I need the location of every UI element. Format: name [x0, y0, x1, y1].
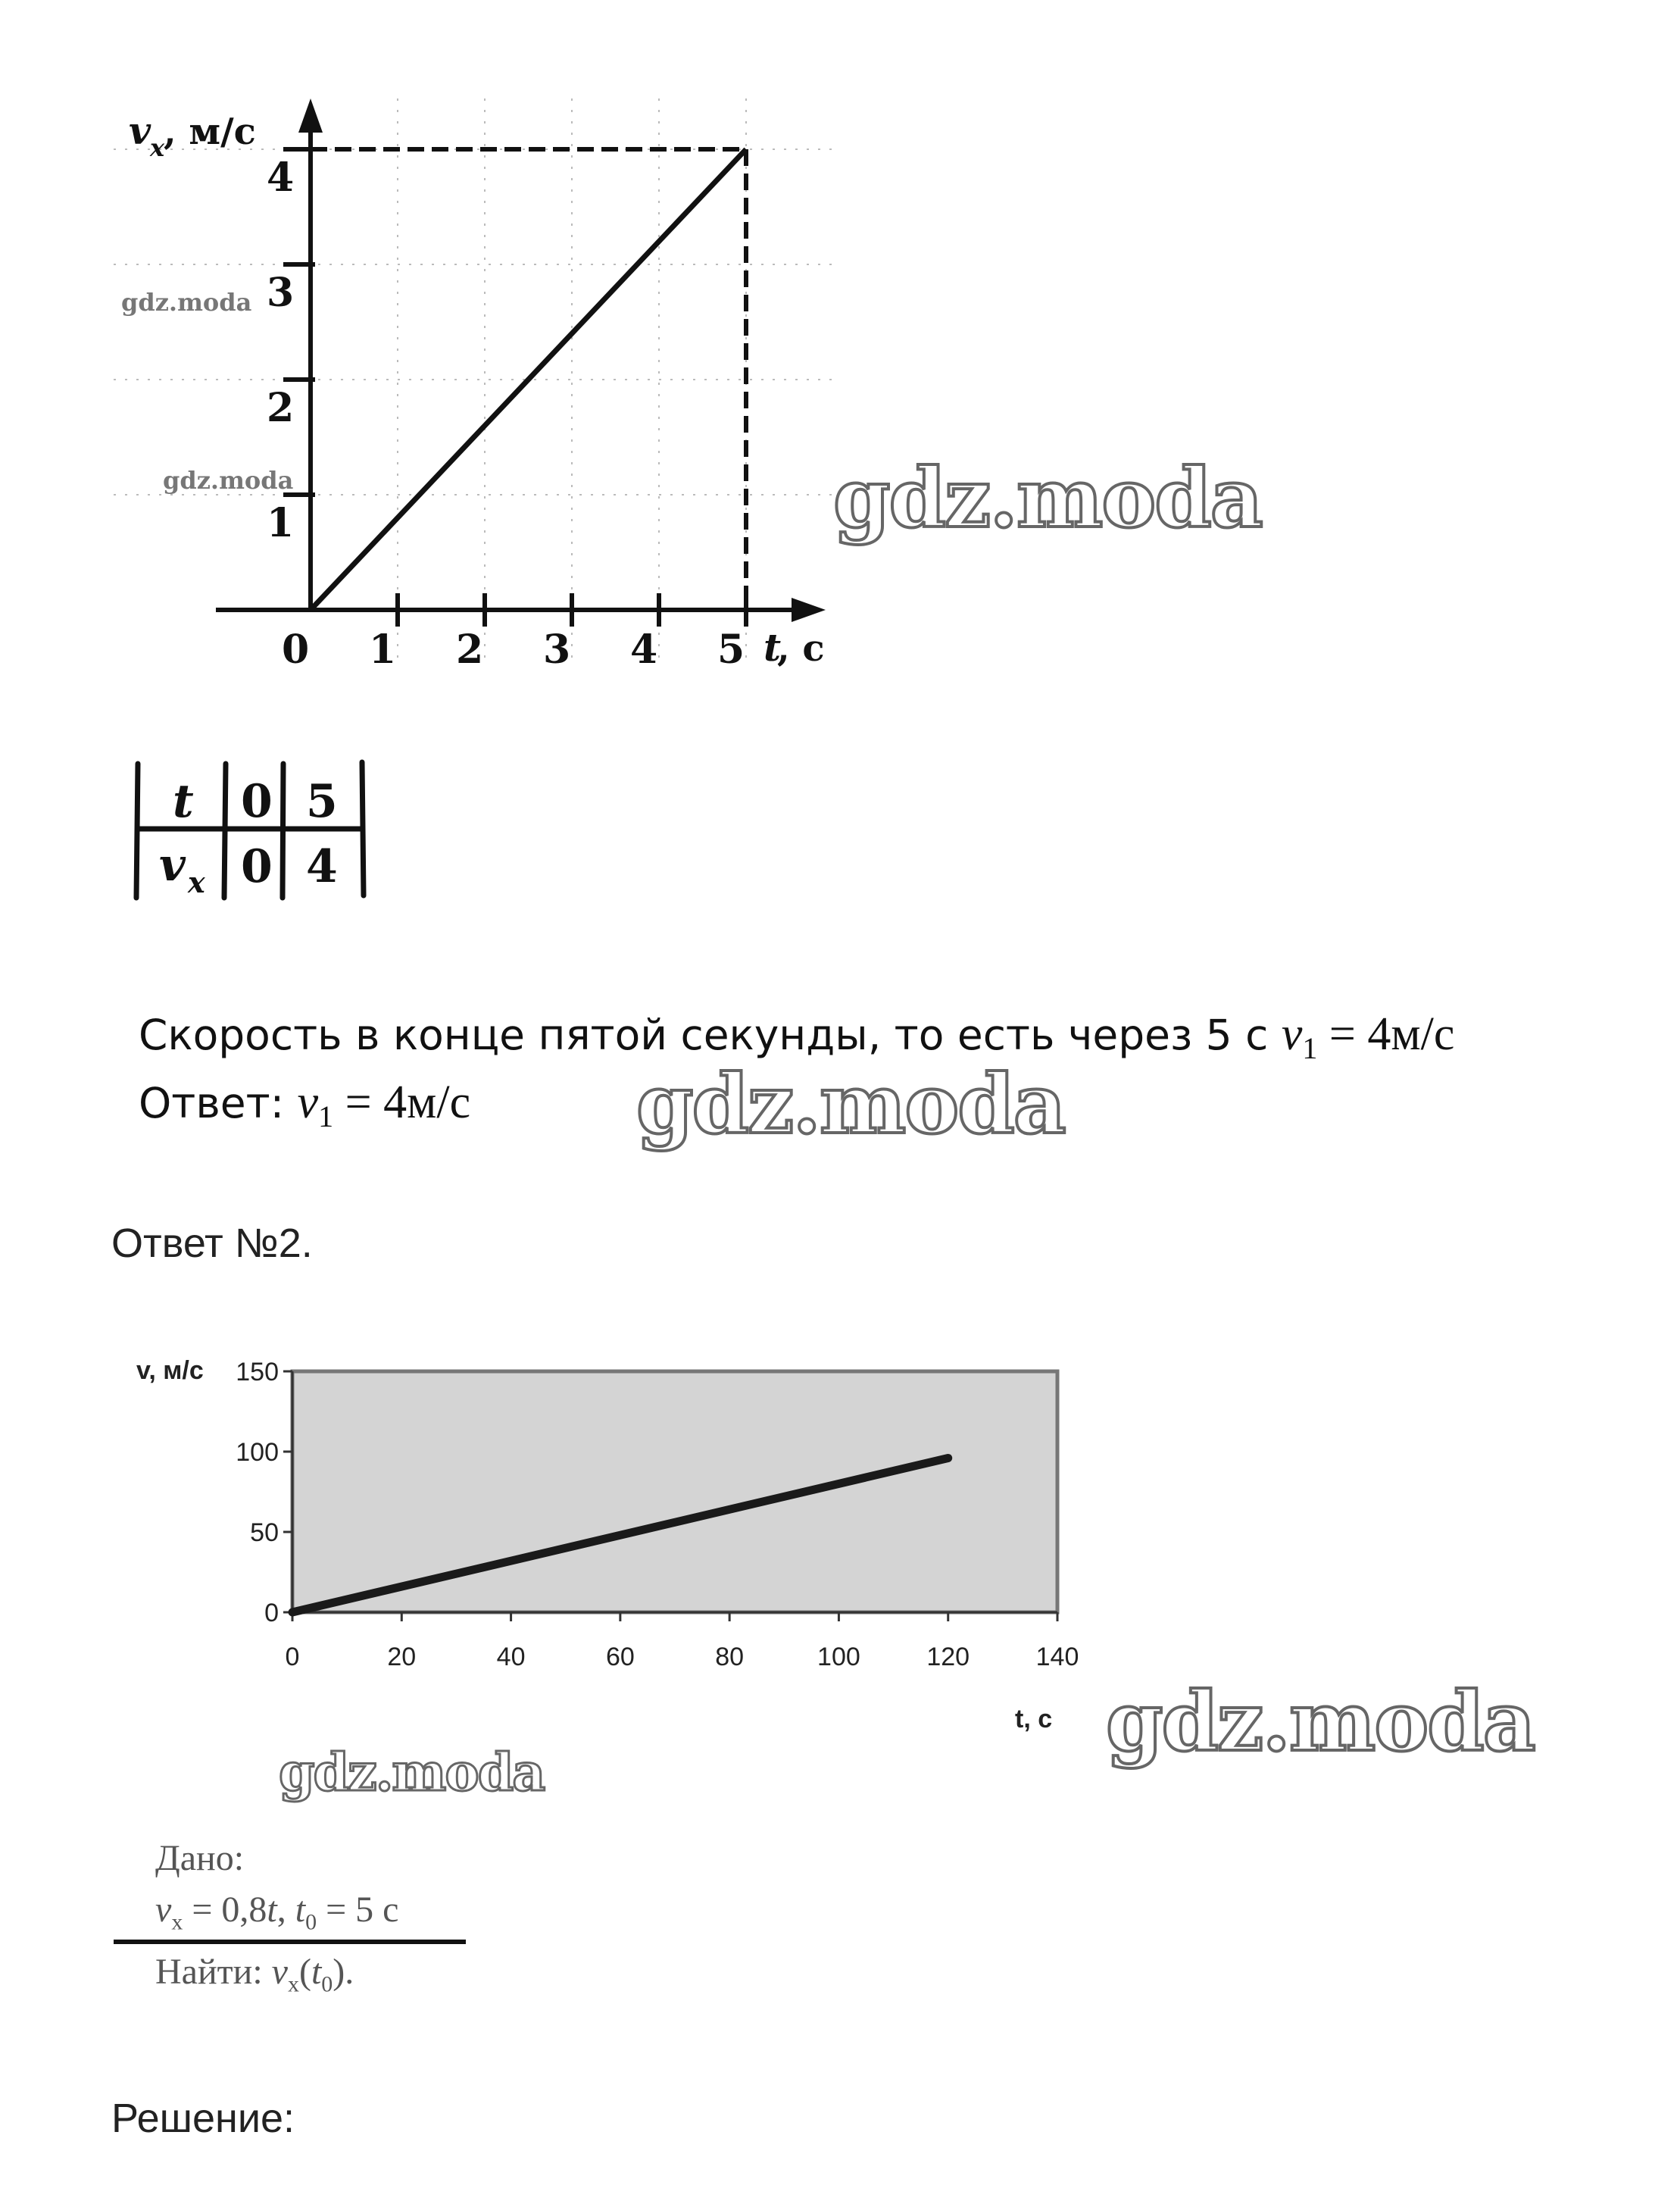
chart2-x-tick-label: 0: [285, 1643, 300, 1671]
table-row2-value-1: 0: [241, 840, 273, 893]
given-t0-value: = 5 с: [317, 1890, 399, 1930]
watermark-large-3: gdz.moda: [1106, 1674, 1535, 1770]
find-v: v: [271, 1952, 288, 1992]
velocity-chart-2: [129, 1349, 1113, 1758]
chart1-x-tick-label: 0: [282, 627, 310, 673]
answer-label: Ответ:: [139, 1079, 298, 1127]
watermark-small-1: gdz.moda: [121, 288, 252, 317]
chart2-x-tick-label: 60: [605, 1643, 635, 1671]
chart1-x-tick-label: 3: [543, 627, 571, 673]
chart2-y-tick-label: 0: [264, 1599, 279, 1627]
chart2-x-tick-label: 80: [715, 1643, 745, 1671]
table-row2-head-main: v: [159, 839, 186, 892]
table-row1-value-1: 0: [241, 775, 273, 828]
find-close: ).: [333, 1952, 354, 1992]
chart2-plot-area: [292, 1371, 1057, 1612]
chart1-xlabel-unit: , с: [777, 627, 825, 670]
chart1-x-tick-label: 2: [456, 627, 484, 673]
chart2-x-tick-label: 100: [817, 1643, 860, 1671]
given-find: [155, 1951, 354, 1998]
chart1-axes: [216, 98, 826, 622]
chart2-x-tick-label: 40: [496, 1643, 526, 1671]
given-coef: = 0,8: [183, 1890, 267, 1930]
chart2-ylabel: v, м/с: [136, 1356, 204, 1385]
speed-statement-text: Скорость в конце пятой секунды, то есть через 5 с: [139, 1011, 1282, 1059]
values-table: [129, 758, 379, 909]
given-comma: ,: [276, 1890, 295, 1930]
given-t0: t: [295, 1890, 306, 1930]
watermark-medium: gdz.moda: [279, 1743, 545, 1803]
chart1-y-arrow: [298, 98, 323, 133]
given-title: Дано:: [155, 1838, 245, 1878]
velocity-chart-1: [106, 83, 848, 689]
chart2-y-tick-label: 100: [236, 1438, 279, 1467]
find-label: Найти:: [155, 1952, 272, 1992]
answer-formula-sub: 1: [318, 1099, 334, 1133]
table-row1-value-2: 5: [306, 775, 338, 828]
given-v-sub: x: [171, 1909, 183, 1935]
answer-2-heading: Ответ №2.: [111, 1221, 313, 1266]
table-row2-value-2: 4: [306, 840, 338, 893]
chart1-xlabel-main: t: [763, 625, 782, 670]
given-t: t: [267, 1890, 277, 1930]
answer-formula-rest: = 4м/с: [333, 1077, 471, 1128]
given-t0-sub: 0: [305, 1909, 317, 1935]
find-t: t: [311, 1952, 322, 1992]
find-t-sub: 0: [321, 1971, 333, 1997]
answer-line: [139, 1076, 470, 1134]
chart1-ylabel-unit: , м/с: [164, 111, 256, 153]
watermark-large-2: gdz.moda: [636, 1057, 1065, 1152]
speed-formula-v: v: [1281, 1008, 1303, 1060]
watermark-large-1: gdz.moda: [833, 451, 1262, 546]
solution-heading: Решение:: [111, 2096, 295, 2141]
given-v: v: [155, 1890, 172, 1930]
chart1-x-tick-label: 1: [369, 627, 397, 673]
chart1-y-tick-label: 2: [267, 385, 295, 431]
find-open: (: [298, 1952, 311, 1992]
chart1-ylabel-sub: x: [150, 133, 165, 162]
answer-formula-v: v: [297, 1077, 319, 1128]
find-v-sub: x: [287, 1971, 299, 1997]
speed-formula-rest: = 4м/с: [1317, 1008, 1455, 1060]
given-divider: [114, 1940, 466, 1944]
chart2-y-tick-label: 150: [236, 1358, 279, 1386]
chart2-y-tick-label: 50: [250, 1518, 279, 1547]
speed-formula-sub: 1: [1302, 1031, 1318, 1065]
chart2-x-tick-label: 20: [387, 1643, 417, 1671]
table-row2-head-sub: x: [188, 865, 205, 899]
chart2-xlabel: t, c: [1015, 1705, 1053, 1733]
watermark-small-2: gdz.moda: [163, 466, 294, 495]
chart1-x-tick-label: 4: [630, 627, 658, 673]
table-row1-head: t: [173, 775, 194, 828]
chart1-x-arrow: [792, 598, 826, 622]
chart2-x-tick-label: 140: [1035, 1643, 1079, 1671]
chart2-x-tick-label: 120: [926, 1643, 970, 1671]
chart1-ylabel-main: v: [129, 108, 151, 153]
chart1-y-tick-label: 4: [267, 155, 295, 201]
chart1-x-tick-label: 5: [717, 627, 745, 673]
chart1-grid: [114, 98, 833, 667]
given-condition: [155, 1889, 398, 1936]
chart1-y-tick-label: 1: [267, 500, 295, 546]
chart1-y-tick-label: 3: [267, 270, 295, 316]
